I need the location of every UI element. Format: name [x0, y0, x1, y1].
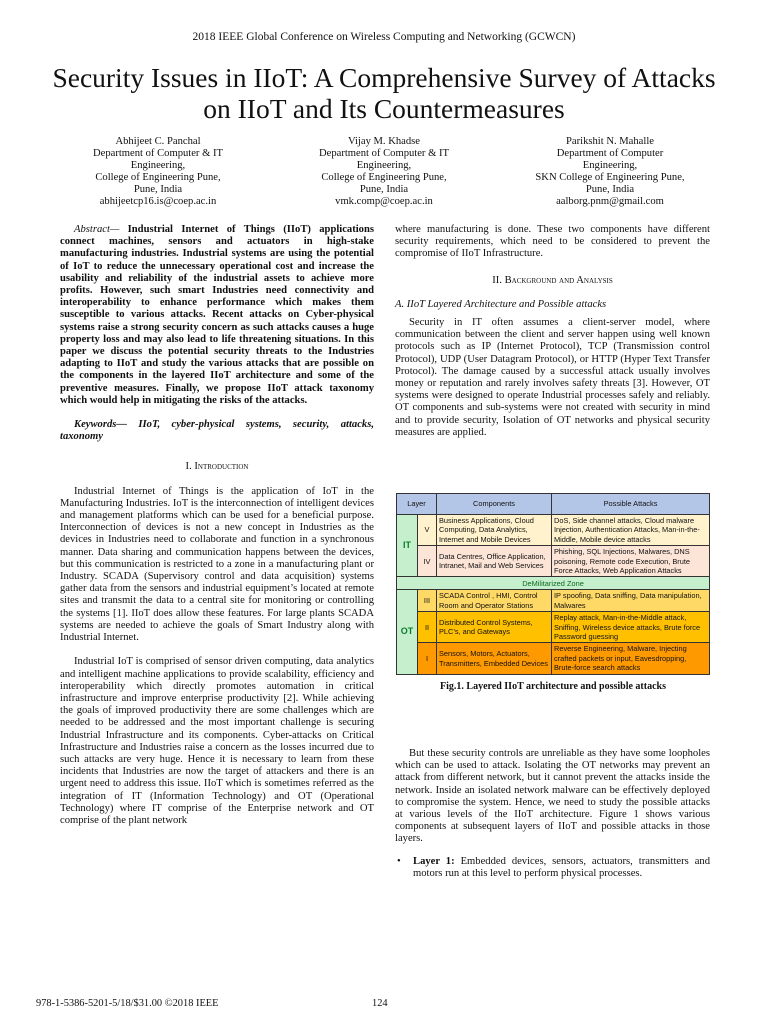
author-block	[500, 136, 720, 209]
author-email: vmk.comp@coep.ac.in	[335, 196, 433, 208]
paragraph: But these security controls are unreliable as they have some loopholes which can be used to attack. Isolating the OT networks may prevent an attack from different network, but it cannot prevent the attacks inside the network. Inside an isolated network malware can be effectively deployed to compromise the system. Hence, we need to study the possible attacks at various levels of the IIoT architecture. Figure 1 shows various components at subsequent layers of IIoT and possible attacks in those layers.	[395, 748, 710, 845]
bullet-label: Layer 1:	[413, 855, 455, 867]
layer-level: III	[418, 590, 437, 612]
author-name: Abhijeet C. Panchal	[115, 136, 201, 147]
author-affiliation: Engineering,	[582, 160, 638, 172]
layer-level: I	[418, 643, 437, 674]
abstract	[60, 224, 374, 407]
author-name: Parikshit N. Mahalle	[566, 136, 654, 147]
keywords	[60, 419, 374, 443]
bullet-dot-icon: •	[397, 855, 401, 867]
table-header-row	[397, 494, 710, 515]
bullet-item	[395, 856, 710, 880]
layer-level: V	[418, 515, 437, 546]
layer-attacks: Reverse Engineering, Malware, Injecting crafted packets or input, Eavesdropping, Brute-force search attacks	[552, 643, 710, 674]
page-number: 124	[372, 998, 388, 1009]
dmz-row	[397, 577, 710, 590]
layer-components: Business Applications, Cloud Computing, Data Analytics, Internet and Mobile Devices	[437, 515, 552, 546]
right-column-top	[395, 224, 710, 439]
paragraph: Industrial Internet of Things is the application of IoT in the Manufacturing Industries. IoT is the interconnection of intelligent devices and management platforms which can be used for a beneficial purpose. Interconnection of devices is not a new concept in Industries as the devices in Industries need to collaborate and function in a synchronous manner. Data sharing and communication happens between the devices, but this communication is restricted to a zone in a manufacturing plant or Industry. SCADA (Supervisory control and data acquisition) systems gather data from the sensors and industrial equipment’s located at remote sites and transmit the data to a central site for monitoring or controlling the systems [1]. IIoT does allow these features. For large plants SCADA systems are needed to achieve the goals of Smart Industry along with Industrial Internet.	[60, 485, 374, 644]
figure-1	[396, 493, 710, 692]
table-row	[397, 643, 710, 674]
author-affiliation: Pune, India	[133, 184, 183, 196]
layer-attacks: Replay attack, Man-in-the-Middle attack, Sniffing, Wireless device attacks, Brute force Password guessing	[552, 612, 710, 643]
layer-components: Data Centres, Office Application, Intranet, Mail and Web Services	[437, 546, 552, 577]
author-affiliation: Department of Computer & IT	[318, 148, 450, 160]
abstract-text: Industrial Internet of Things (IIoT) applications connect machines, sensors and actuators in high-stake manufacturing industries. Industrial systems are using the potential of IoT to reduce the unnecessary operational cost and increase the usability and reliability of the industrial assets to achieve more profits. However, such smart Industries need connectivity and interoperability to enhance performance which makes them susceptible to various attacks. Recent attacks on Cyber-physical systems raise a strong security concern as such attacks causes a huge property loss and may also lead to life threatening situations. In this paper we discuss the potential security threats to the Industries adapting to IIoT and study the various attacks that are possible on the components in the layered IIoT architecture and some of the preventive measures. Finally, we propose IIoT attack taxonomy which would help in mitigating the risks of the attacks.	[60, 224, 374, 406]
author-affiliation: Department of Computer & IT	[92, 148, 224, 160]
table-row	[397, 515, 710, 546]
layer-attacks: IP spoofing, Data sniffing, Data manipulation, Malwares	[552, 590, 710, 612]
layer-components: Sensors, Motors, Actuators, Transmitters, Embedded Devices	[437, 643, 552, 674]
keywords-label: Keywords—	[74, 419, 127, 431]
section-heading: I. Introduction	[185, 461, 249, 473]
author-affiliation: Engineering,	[130, 160, 186, 172]
layer-level: IV	[418, 546, 437, 577]
paper-title: Security Issues in IIoT: A Comprehensive Survey of Attacks on IIoT and Its Countermeasures	[52, 62, 716, 124]
figure-caption: Fig.1. Layered IIoT architecture and possible attacks	[440, 680, 666, 692]
author-affiliation: College of Engineering Pune,	[95, 172, 221, 184]
author-email: aalborg.pnm@gmail.com	[556, 196, 664, 208]
table-row	[397, 546, 710, 577]
author-affiliation: Pune, India	[359, 184, 409, 196]
author-block	[48, 136, 268, 209]
footer-copyright: 978-1-5386-5201-5/18/$31.00 ©2018 IEEE	[36, 998, 219, 1009]
author-affiliation: College of Engineering Pune,	[321, 172, 447, 184]
table-row	[397, 590, 710, 612]
section-heading: II. Background and Analysis	[492, 274, 613, 286]
dmz-label: DeMilitarized Zone	[397, 577, 710, 590]
layer-attacks: DoS, Side channel attacks, Cloud malware Injection, Authentication Attacks, Man-in-the-Middle, Mobile device attacks	[552, 515, 710, 546]
header-layer: Layer	[397, 494, 437, 515]
paragraph: Security in IT often assumes a client-server model, where communication between the client and server happen using well known protocols such as IP (Internet Protocol), TCP (Transmission control Protocol), UDP (User Datagram Protocol), or HTTP (Hyper Text Transfer Protocol). The damage caused by a successful attack usually involves money or reputation and rarely involves safety threats [3]. However, OT systems were designed to operate Industrial processes safely and reliably. OT components and sub-systems were not created with security in mind and to provide security, Isolation of OT networks and physical security measures are applied.	[395, 317, 710, 438]
author-affiliation: SKN College of Engineering Pune,	[535, 172, 685, 184]
header-attacks: Possible Attacks	[552, 494, 710, 515]
ot-zone-label: OT	[397, 590, 418, 674]
paragraph: where manufacturing is done. These two components have different security requirements, which need to be considered to prevent the compromise of IIoT Infrastructure.	[395, 224, 710, 260]
bullet-text: Embedded devices, sensors, actuators, transmitters and motors run at this level to perform physical processes.	[413, 855, 710, 879]
layer-attacks: Phishing, SQL Injections, Malwares, DNS poisoning, Remote code Execution, Brute Force Attacks, Web Application Attacks	[552, 546, 710, 577]
author-name: Vijay M. Khadse	[347, 136, 421, 147]
table-row	[397, 612, 710, 643]
it-zone-label: IT	[397, 515, 418, 577]
author-email: abhijeetcp16.is@coep.ac.in	[99, 196, 217, 208]
conference-header: 2018 IEEE Global Conference on Wireless Computing and Networking (GCWCN)	[192, 31, 576, 43]
layer-components: Distributed Control Systems, PLC’s, and Gateways	[437, 612, 552, 643]
right-column-bottom	[395, 748, 710, 880]
paragraph: Industrial IoT is comprised of sensor driven computing, data analytics and intelligent machine applications to provide scalability, efficiency and interoperability which directly promotes automation in critical infrastructure and improve enterprise productivity [2]. While achieving the goals of improved productivity there are some challenges which are needed to be addressed and the most important challenge is securing Industrial Infrastructure and its components. Cyber-attacks on Critical Infrastructure and Industries raise a concern as the losses incurred due to such attacks are very huge. Hence it is necessary to learn from these incidents that Industries are now the target of attackers and there is an urgent need to address this issue. IIoT which is sometimes referred as the integration of IT (Information Technology) and OT (Operational Technology) where IT comprise of the Enterprise network and OT comprise of the plant network	[60, 656, 374, 826]
header-components: Components	[437, 494, 552, 515]
architecture-table	[396, 493, 710, 675]
keywords-text: IIoT, cyber-physical systems, security, attacks, taxonomy	[60, 419, 374, 443]
abstract-label: Abstract—	[74, 224, 120, 235]
author-affiliation: Pune, India	[585, 184, 635, 196]
layer-components: SCADA Control , HMI, Control Room and Operator Stations	[437, 590, 552, 612]
author-affiliation: Engineering,	[356, 160, 412, 172]
author-affiliation: Department of Computer	[556, 148, 664, 160]
layer-level: II	[418, 612, 437, 643]
subsection-heading: A. IIoT Layered Architecture and Possible attacks	[395, 298, 607, 310]
left-column	[60, 224, 374, 827]
author-block	[274, 136, 494, 209]
